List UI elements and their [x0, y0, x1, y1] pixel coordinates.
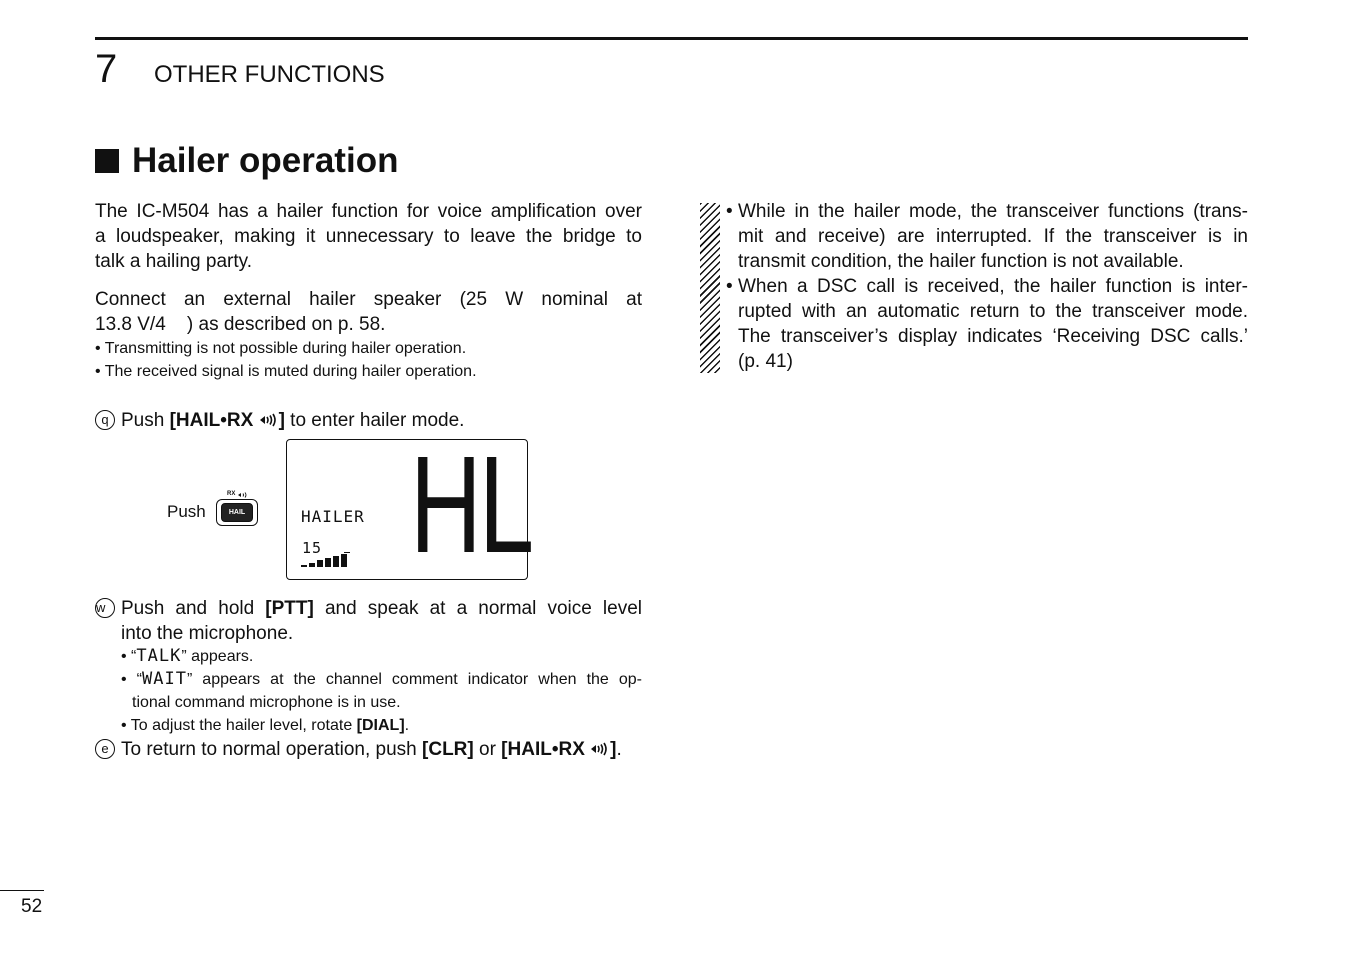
- page-number: 52: [21, 896, 43, 917]
- step-text: .: [616, 739, 622, 760]
- note-item: • The received signal is muted during hailer operation.: [95, 363, 477, 380]
- connect-line: 13.8 V/4 ) as described on p. 58.: [95, 314, 386, 335]
- caution-hatch-bar: [700, 203, 720, 373]
- caution-line: rupted with an automatic return to the transceiver mode.: [738, 301, 1248, 322]
- lcd-big-segment-text: HL: [410, 428, 532, 582]
- chapter-number: 7: [95, 47, 118, 91]
- lcd-mode-text: HAILER: [301, 507, 365, 526]
- section-title: Hailer operation: [132, 141, 399, 180]
- intro-line: The IC-M504 has a hailer function for voice amplification over: [95, 201, 642, 222]
- connect-line: Connect an external hailer speaker (25 W nominal at: [95, 289, 642, 310]
- key-label: [DIAL]: [356, 717, 405, 734]
- key-label: ]: [610, 739, 617, 760]
- key-label: [PTT]: [265, 598, 314, 619]
- step-text: Push: [121, 410, 170, 431]
- step-text: into the microphone.: [121, 623, 294, 644]
- caution-line: transmit condition, the hailer function is not available.: [738, 251, 1184, 272]
- header-rule: [95, 37, 1248, 40]
- caution-line: • When a DSC call is received, the hailer function is inter-: [738, 276, 1248, 297]
- intro-line: talk a hailing party.: [95, 251, 253, 272]
- speaker-icon: [590, 742, 610, 756]
- step-number: q: [95, 410, 115, 430]
- connect-paragraph: [95, 287, 642, 337]
- button-top-label: RX: [227, 491, 236, 497]
- note-text: • To adjust the hailer level, rotate: [121, 717, 357, 734]
- note-item: • Transmitting is not possible during hailer operation.: [95, 340, 467, 357]
- lcd-wait-text: WAIT: [141, 669, 187, 689]
- step-2: [95, 596, 642, 646]
- intro-line: a loudspeaker, making it unnecessary to leave the bridge to: [95, 226, 642, 247]
- note-text: • “: [121, 648, 137, 665]
- caution-line: The transceiver’s display indicates ‘Receiving DSC calls.’: [738, 326, 1248, 347]
- step2-sub-note: [121, 645, 642, 668]
- key-label: [HAIL•RX: [169, 410, 254, 431]
- step2-sub-note: [121, 668, 642, 714]
- note-text: tional command microphone is in use.: [132, 694, 401, 711]
- caution-bullet: [726, 199, 1248, 274]
- lcd-talk-text: TALK: [136, 646, 182, 666]
- section-heading: [95, 140, 398, 182]
- step-text: To return to normal operation, push: [121, 739, 423, 760]
- caution-line: • While in the hailer mode, the transceiver functions (trans-: [738, 201, 1248, 222]
- push-label: Push: [167, 502, 206, 521]
- key-label: ]: [278, 410, 285, 431]
- intro-paragraph: [95, 199, 642, 274]
- step-number: w: [95, 598, 115, 618]
- square-bullet-icon: [95, 149, 119, 173]
- step-3: [95, 737, 622, 762]
- page-number-rule: [0, 890, 44, 891]
- hail-button-face: HAIL: [221, 503, 253, 522]
- speaker-icon: [259, 413, 279, 427]
- step-text: or: [473, 739, 502, 760]
- caution-line: mit and receive) are interrupted. If the transceiver is in: [738, 226, 1248, 247]
- step-text: Push and hold: [121, 598, 266, 619]
- step-number: e: [95, 739, 115, 759]
- signal-bars-icon: [300, 552, 354, 568]
- caution-bullet: [726, 274, 1248, 374]
- step2-sub-note: [121, 714, 409, 737]
- caution-line: (p. 41): [738, 351, 793, 372]
- key-label: [HAIL•RX: [501, 739, 585, 760]
- small-speaker-icon: [237, 491, 249, 499]
- step-text: to enter hailer mode.: [284, 410, 465, 431]
- caution-notes: [726, 199, 1248, 374]
- lcd-level-text: 15: [302, 539, 323, 557]
- step-text: and speak at a normal voice level: [313, 598, 643, 619]
- key-label: [CLR]: [422, 739, 474, 760]
- note-text: ” appears.: [181, 648, 254, 665]
- note-text: • “: [121, 671, 142, 688]
- chapter-title: OTHER FUNCTIONS: [154, 61, 385, 88]
- note-text: ” appears at the channel comment indicator when the op-: [186, 671, 643, 688]
- note-text: .: [404, 717, 410, 734]
- hail-button[interactable]: [216, 499, 258, 526]
